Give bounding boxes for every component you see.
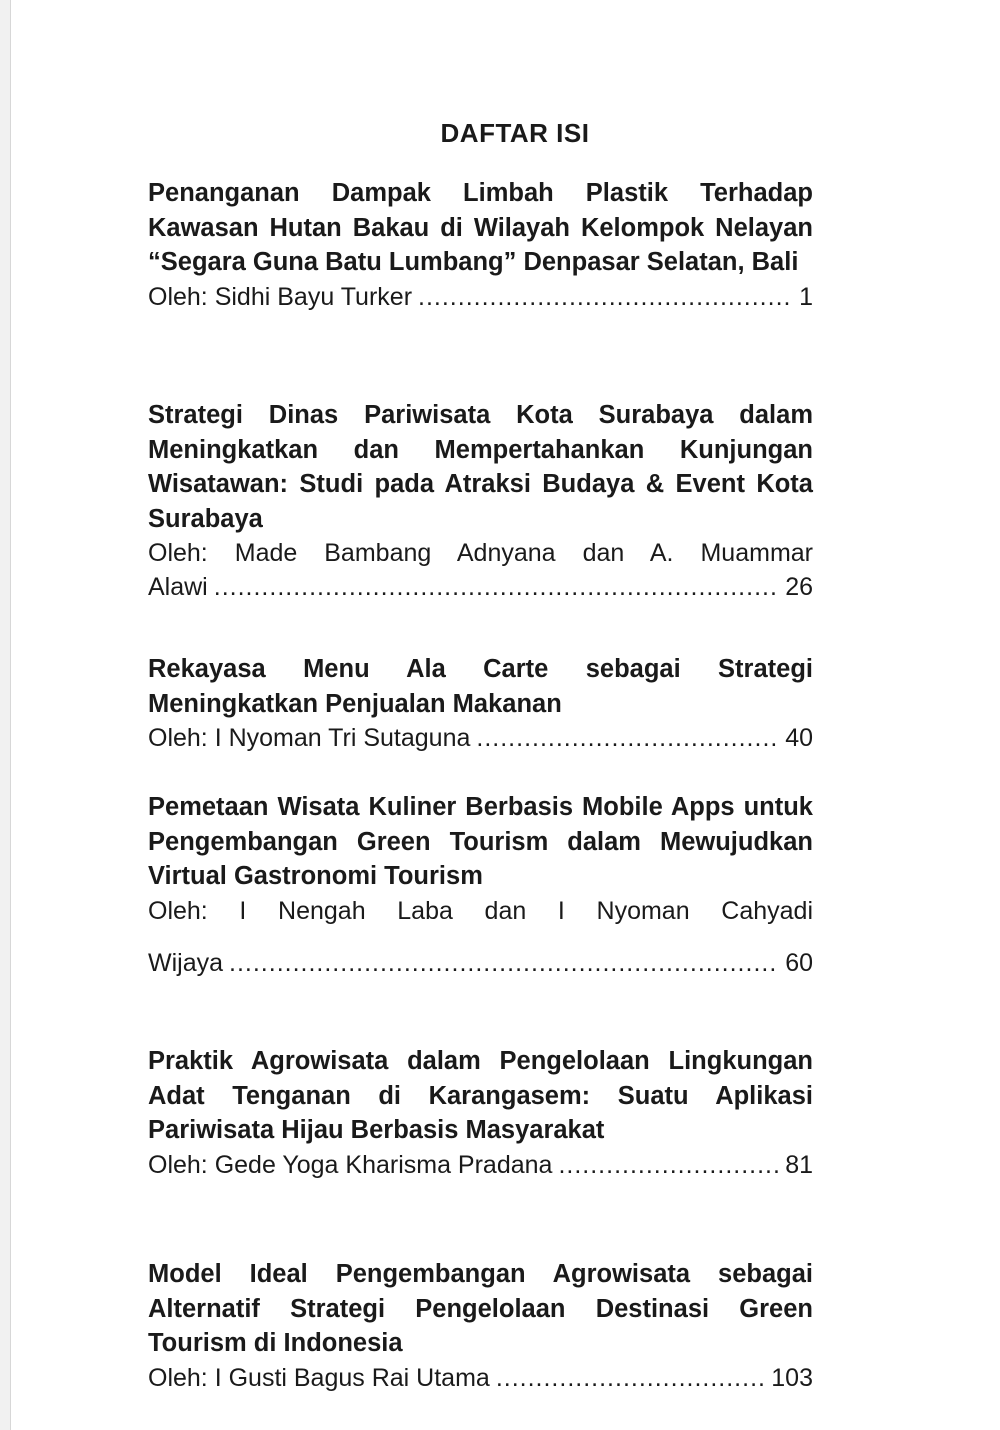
toc-entry-byline — [148, 946, 813, 980]
toc-entry-title: Rekayasa Menu Ala Carte sebagai Strategi Meningkatkan Penjualan Makanan — [148, 655, 813, 718]
toc-entry-author: Oleh: I Gusti Bagus Rai Utama — [148, 1363, 490, 1392]
page-left-margin — [0, 0, 11, 1430]
page-title: DAFTAR ISI — [440, 118, 590, 148]
dot-leader — [229, 946, 779, 980]
toc-entry-3[interactable] — [148, 652, 813, 755]
toc-entry-author-line2: Wijaya — [148, 948, 224, 977]
toc-entry-title: Model Ideal Pengembangan Agrowisata sebagai Alternatif Strategi Pengelolaan Destinasi Green Tourism di Indonesia — [148, 1260, 813, 1357]
dot-leader — [476, 721, 779, 755]
dot-leader — [214, 570, 779, 604]
toc-entry-5[interactable] — [148, 1044, 813, 1182]
dot-leader — [418, 280, 793, 314]
toc-entry-author-line1: Oleh: Made Bambang Adnyana dan A. Muammar — [148, 539, 813, 567]
toc-entry-author-line1: Oleh: I Nengah Laba dan I Nyoman Cahyadi — [148, 896, 813, 925]
toc-entry-2[interactable] — [148, 398, 813, 604]
toc-entry-6[interactable] — [148, 1257, 813, 1395]
toc-entry-byline — [148, 721, 813, 755]
dot-leader — [558, 1148, 779, 1182]
toc-entry-4[interactable] — [148, 790, 813, 980]
toc-entry-author: Oleh: I Nyoman Tri Sutaguna — [148, 724, 471, 752]
toc-entry-byline — [148, 1361, 813, 1395]
toc-entry-author: Oleh: Sidhi Bayu Turker — [148, 282, 413, 311]
toc-entry-author-line2: Alawi — [148, 573, 208, 601]
toc-entry-title: Praktik Agrowisata dalam Pengelolaan Lingkungan Adat Tenganan di Karangasem: Suatu Aplikasi Pariwisata Hijau Berbasis Masyarakat — [148, 1047, 813, 1144]
toc-entry-byline — [148, 570, 813, 604]
toc-entry-title: Strategi Dinas Pariwisata Kota Surabaya dalam Meningkatkan dan Mempertahankan Kunjungan Wisatawan: Studi pada Atraksi Budaya & Event Kota Surabaya — [148, 401, 813, 533]
toc-entry-page: 40 — [785, 724, 813, 752]
toc-entry-page: 60 — [785, 948, 813, 977]
toc-entry-author: Oleh: Gede Yoga Kharisma Pradana — [148, 1150, 553, 1179]
toc-entry-page: 26 — [785, 573, 813, 601]
toc-entry-title: Pemetaan Wisata Kuliner Berbasis Mobile Apps untuk Pengembangan Green Tourism dalam Mewujudkan Virtual Gastronomi Tourism — [148, 793, 813, 890]
toc-entry-page: 1 — [799, 282, 813, 311]
toc-entry-page: 81 — [785, 1150, 813, 1179]
toc-entry-1[interactable] — [148, 176, 813, 314]
toc-entry-byline — [148, 280, 813, 314]
dot-leader — [496, 1361, 765, 1395]
toc-entry-page: 103 — [771, 1363, 813, 1392]
toc-entry-title: Penanganan Dampak Limbah Plastik Terhadap Kawasan Hutan Bakau di Wilayah Kelompok Nelayan “Segara Guna Batu Lumbang” Denpasar Selatan, Bali — [148, 179, 813, 276]
toc-entry-byline — [148, 1148, 813, 1182]
